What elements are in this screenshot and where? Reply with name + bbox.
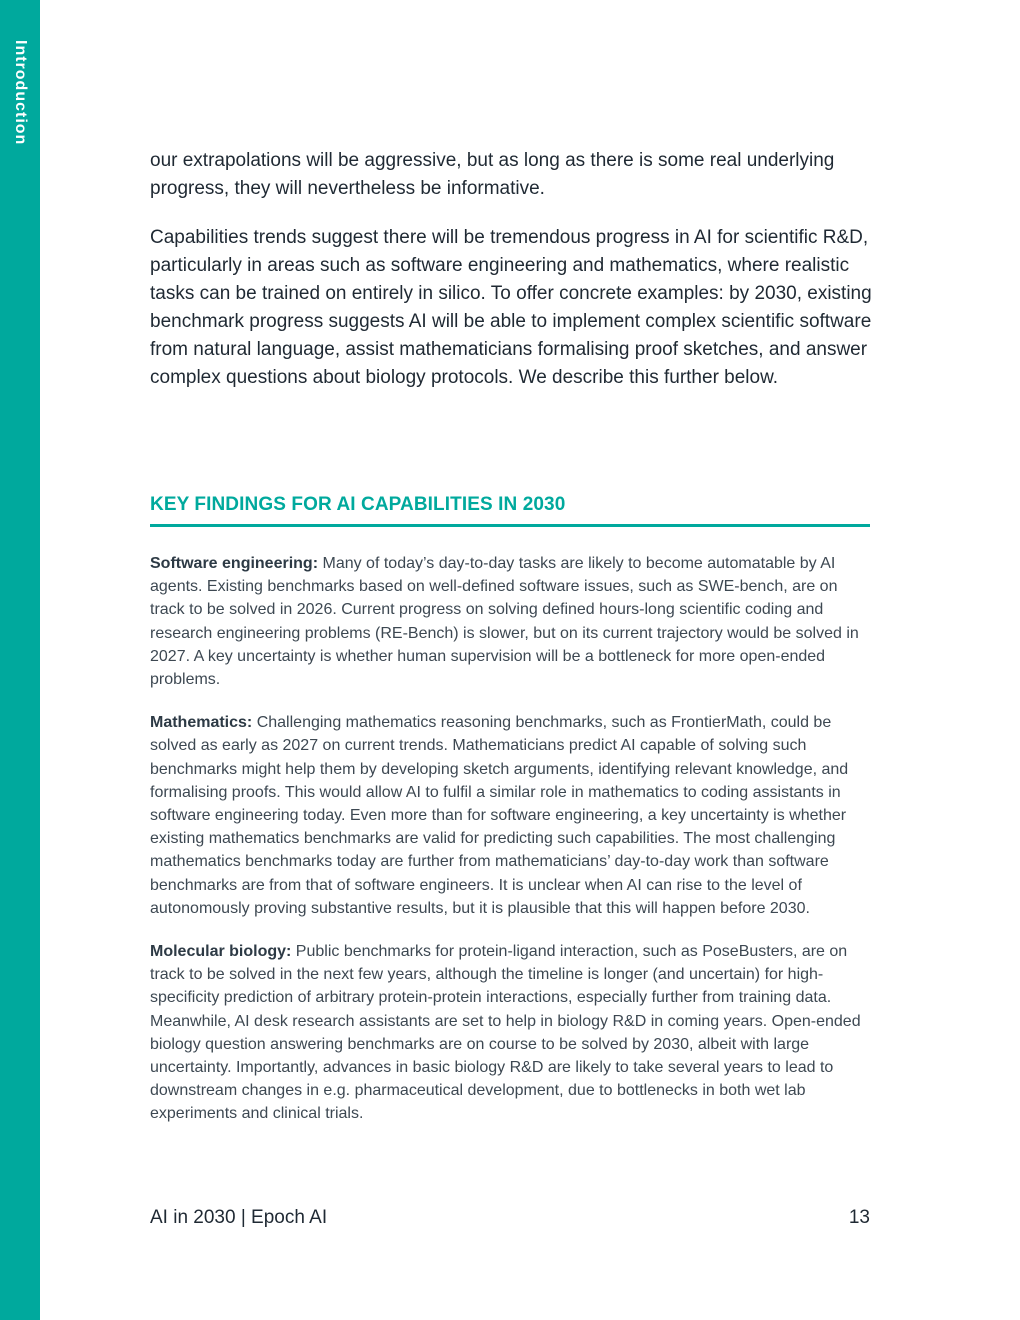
footer-publication: AI in 2030 | Epoch AI [150,1207,328,1228]
finding-label: Molecular biology: [150,943,292,961]
finding-label: Mathematics: [150,714,253,732]
finding-mathematics [150,711,870,920]
section-label: Introduction [12,40,29,146]
body-paragraph: Capabilities trends suggest there will be tremendous progress in AI for scientific R&D, particularly in areas such as software engineering and mathematics, where realistic tasks can be trained on entirely in silico. To offer concrete examples: by 2030, existing benchmark progress suggests AI will be able to implement complex scientific software from natural language, assist mathematicians formalising proof sketches, and answer complex questions about biology protocols. We describe this further below. [150,227,872,388]
body-paragraph: our extrapolations will be aggressive, but as long as there is some real underlying progress, they will nevertheless be informative. [150,150,835,199]
page-footer [150,1205,870,1231]
finding-software-engineering [150,552,870,691]
finding-molecular-biology [150,940,870,1126]
sidebar [0,0,40,1320]
main-content [150,147,872,413]
finding-text: Many of today’s day-to-day tasks are likely to become automatable by AI agents. Existing benchmarks based on well-defined software issues, such as SWE-bench, are on track to be solved in 2026. Current progress on solving defined hours-long scientific coding and research engineering problems (RE-Bench) is slower, but on its current trajectory would be solved in 2027. A key uncertainty is whether human supervision will be a bottleneck for more open-ended problems. [150,555,859,689]
page-number: 13 [848,1207,870,1228]
key-findings-title: KEY FINDINGS FOR AI CAPABILITIES IN 2030 [150,492,870,527]
key-findings-box [150,492,870,1146]
finding-label: Software engineering: [150,555,319,572]
key-findings-list [150,552,870,1126]
finding-text: Challenging mathematics reasoning benchmarks, such as FrontierMath, could be solved as early as 2027 on current trends. Mathematicians predict AI capable of solving such benchmarks might help them by developing sketch arguments, identifying relevant knowledge, and formalising proofs. This would allow AI to fulfil a similar role in mathematics to coding assistants in software engineering today. Even more than for software engineering, a key uncertainty is whether existing mathematics benchmarks are valid for predicting such capabilities. The most challenging mathematics benchmarks today are further from mathematicians’ day-to-day work than software benchmarks are from that of software engineers. It is unclear when AI can rise to the level of autonomously proving substantive results, but it is plausible that this will happen before 2030. [150,714,849,917]
finding-text: Public benchmarks for protein-ligand interaction, such as PoseBusters, are on track to be solved in the next few years, although the timeline is longer (and uncertain) for high-specificity prediction of arbitrary protein-protein interactions, especially further from training data. Meanwhile, AI desk research assistants are set to help in biology R&D in coming years. Open-ended biology question answering benchmarks are on course to be solved by 2030, albeit with large uncertainty. Importantly, advances in basic biology R&D are likely to take several years to lead to downstream changes in e.g. pharmaceutical development, due to bottlenecks in both wet lab experiments and clinical trials. [150,943,861,1123]
